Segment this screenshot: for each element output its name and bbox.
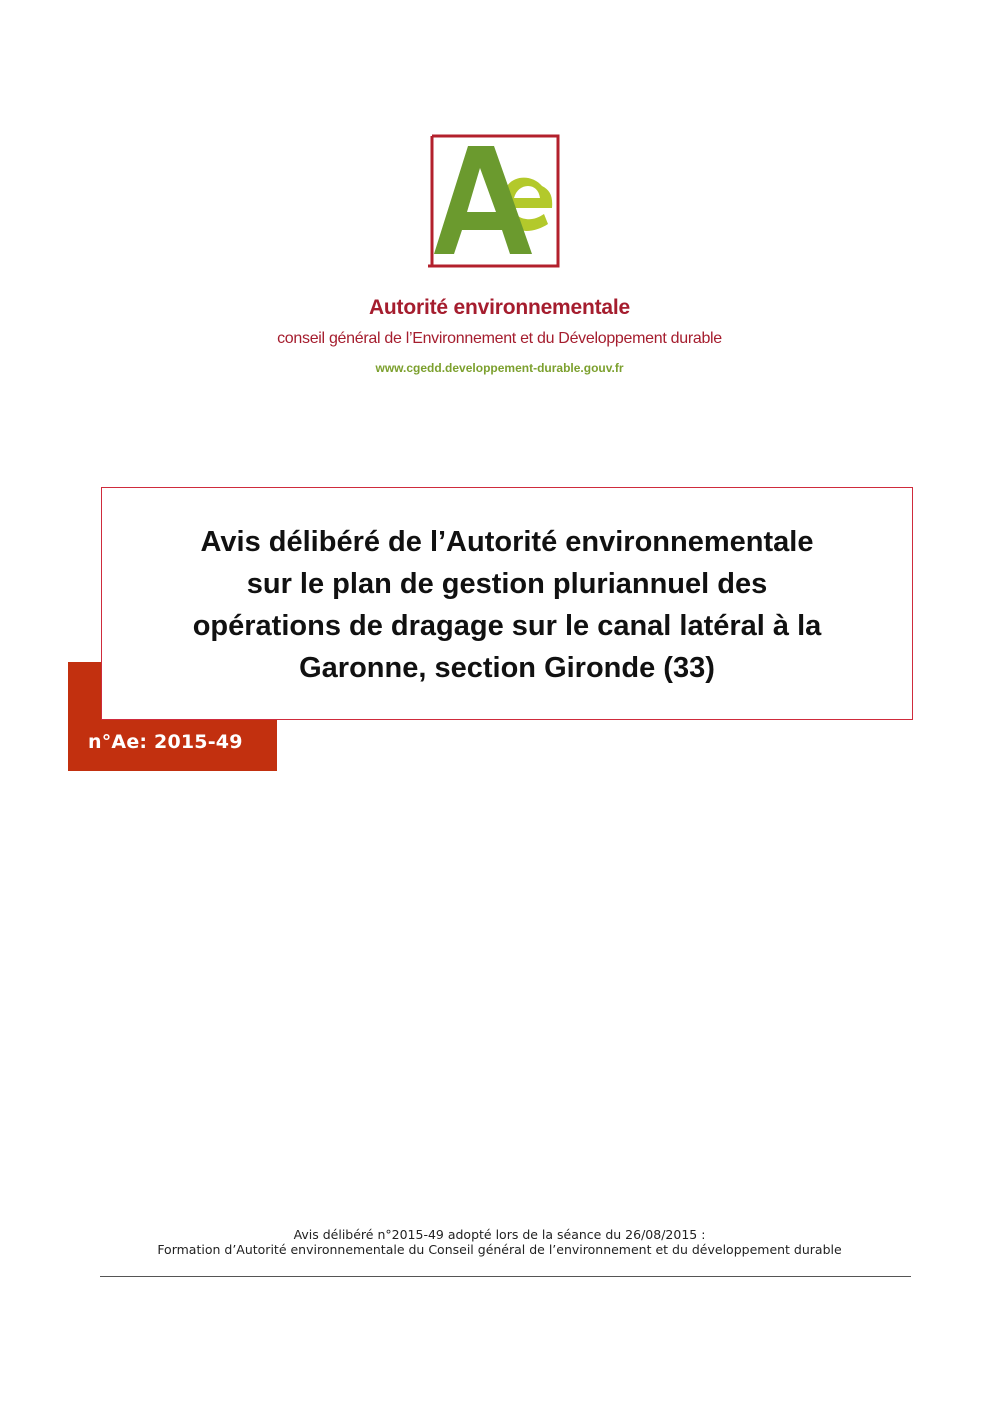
footer-note (0, 1227, 999, 1257)
document-title (193, 519, 822, 689)
organization-subtitle: conseil général de l’Environnement et du Développement durable (277, 330, 722, 347)
organization-name: Autorité environnementale (368, 296, 631, 319)
reference-number: n°Ae: 2015-49 (88, 731, 243, 753)
title-line: opérations de dragage sur le canal latéral à la (192, 609, 822, 642)
title-line: Avis délibéré de l’Autorité environnementale (200, 525, 814, 558)
ae-logo (424, 134, 584, 274)
title-line: Garonne, section Gironde (33) (299, 651, 715, 684)
organization-url[interactable]: www.cgedd.developpement-durable.gouv.fr (375, 361, 624, 375)
title-box (101, 487, 913, 720)
footer-line-1: Avis délibéré n°2015-49 adopté lors de la séance du 26/08/2015 : (293, 1227, 706, 1242)
footer-divider (100, 1276, 911, 1277)
footer-line-2: Formation d’Autorité environnementale du Conseil général de l’environnement et du développement durable (157, 1242, 842, 1257)
ae-logo-icon (424, 134, 584, 274)
title-line: sur le plan de gestion pluriannuel des (246, 567, 768, 600)
